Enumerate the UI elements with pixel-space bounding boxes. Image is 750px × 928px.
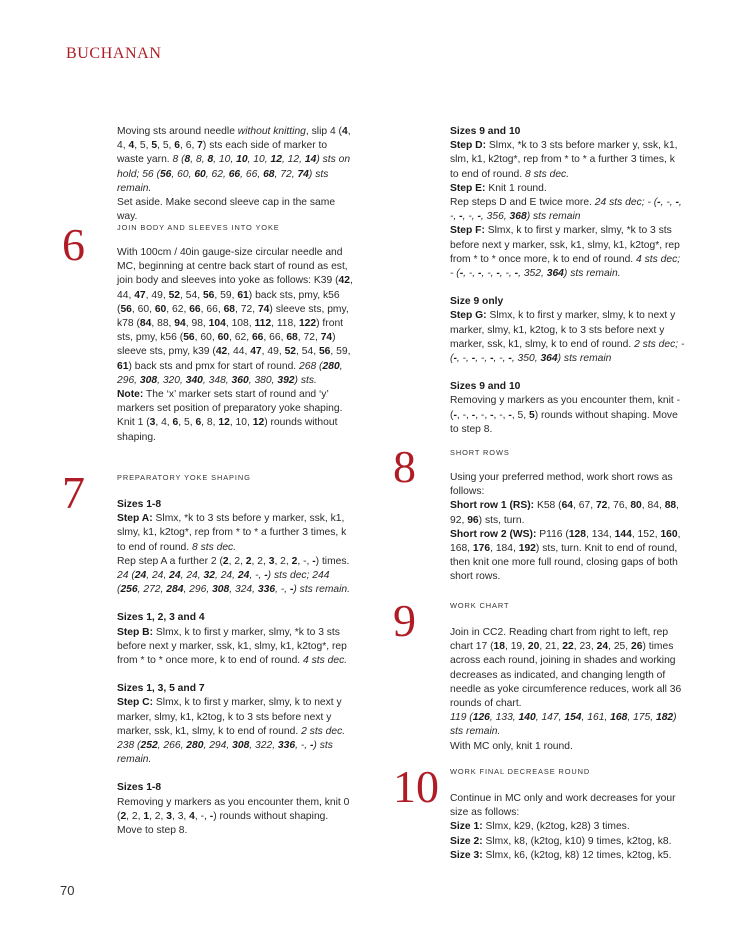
paragraph: Sizes 9 and 10	[450, 381, 521, 393]
page-number: 70	[60, 883, 75, 898]
step-8-section	[450, 447, 686, 585]
step-number-10: 10	[393, 761, 439, 812]
paragraph: Step B: Slmx, k to first y marker, slmy, *k to 3 sts before next y marker, ssk, k1, slmy, k1, k2tog*, rep from * to * once more, k to end of round. 4 sts dec.	[117, 626, 348, 667]
section-heading: JOIN BODY AND SLEEVES INTO YOKE	[117, 223, 280, 232]
right-column-top	[450, 125, 686, 437]
section-heading: WORK FINAL DECREASE ROUND	[450, 767, 591, 776]
paragraph: Size 2: Slmx, k8, (k2tog, k10) 9 times, k2tog, k8.	[450, 835, 672, 847]
paragraph: Knit 1 (3, 4, 6, 5, 6, 8, 12, 10, 12) rounds without shaping.	[117, 417, 338, 443]
section-heading: SHORT ROWS	[450, 448, 510, 457]
paragraph: Step C: Slmx, k to first y marker, slmy, k to next y marker, slmy, k1, k2tog, k to 3 sts before next y marker, ssk, k1, slmy, k to end of round. 2 sts dec. 238 (252, 266, 280, 294, 308, 322, 336, -, -) sts remain.	[117, 697, 346, 766]
size-block	[117, 498, 353, 597]
paragraph: Step G: Slmx, k to first y marker, slmy, k to next y marker, slmy, k1, k2tog, k to 3 sts before next y marker, ssk, k1, slmy, k to end of round. 2 sts dec; - (-, -, -, -, -, -, -, 350, 364) sts remain	[450, 310, 685, 365]
left-column	[117, 125, 353, 224]
paragraph: Size 9 only	[450, 296, 504, 308]
paragraph: Short row 2 (WS): P116 (128, 134, 144, 152, 160, 168, 176, 184, 192) sts, turn. Knit to end of round, then knit one more full round, closing gaps of both short rows.	[450, 528, 681, 583]
paragraph: Sizes 1-8	[117, 499, 162, 510]
size-block	[450, 125, 686, 281]
step-number-6: 6	[62, 219, 85, 270]
paragraph: Size 3: Slmx, k6, (k2tog, k8) 12 times, k2tog, k5.	[450, 849, 672, 861]
paragraph: Step A: Slmx, *k to 3 sts before y marker, ssk, k1, slmy, k1, k2tog*, rep from * to * a further 3 times, k to end of round. 8 sts dec.	[117, 513, 347, 553]
size-block	[117, 682, 353, 767]
paragraph: Continue in MC only and work decreases for your size as follows:	[450, 793, 676, 819]
paragraph: With 100cm / 40in gauge-size circular needle and MC, beginning at centre back start of round as est, join body and sleeves into yoke as follows: K39 (42, 44, 47, 49, 52, 54, 56, 59, 61) back sts, pmy, k56 (56, 60, 60, 62, 66, 66, 68, 72, 74) sleeve sts, pmy, k78 (84, 88, 94, 98, 104, 108, 112, 118, 122) front sts, pmy, k56 (56, 60, 60, 62, 66, 66, 68, 72, 74) sleeve sts, pmy, k39 (42, 44, 47, 49, 52, 54, 56, 59, 61) back sts and pmx for start of round. 268 (280, 296, 308, 320, 340, 348, 360, 380, 392) sts.	[117, 247, 353, 386]
intro-block	[117, 125, 353, 224]
paragraph: Size 1: Slmx, k29, (k2tog, k28) 3 times.	[450, 821, 630, 833]
paragraph: Sizes 1, 2, 3 and 4	[117, 612, 205, 624]
paragraph: Join in CC2. Reading chart from right to left, rep chart 17 (18, 19, 20, 21, 22, 23, 24, 25, 26) times across each round, joining in shades and working decreases as indicated, and changing length of needle as yoke circumference reduces, work all 36 rounds of chart.	[450, 627, 682, 710]
section-heading: WORK CHART	[450, 601, 510, 610]
paragraph: Note: The ‘x’ marker sets start of round and ‘y’ markers set position of preparatory yoke shaping.	[117, 389, 343, 415]
size-block	[450, 295, 686, 366]
paragraph: Rep steps D and E twice more. 24 sts dec; - (-, -, -, -, -, -, -, 356, 368) sts remain	[450, 197, 682, 223]
paragraph: Sizes 9 and 10	[450, 126, 521, 137]
section-heading: PREPARATORY YOKE SHAPING	[117, 473, 251, 482]
paragraph: Removing y markers as you encounter them, knit - (-, -, -, -, -, -, -, 5, 5) rounds without shaping. Move to step 8.	[450, 395, 681, 435]
paragraph: Step E: Knit 1 round.	[450, 182, 547, 194]
size-block	[117, 611, 353, 668]
step-number-7: 7	[62, 467, 85, 518]
paragraph: Rep step A a further 2 (2, 2, 2, 2, 3, 2, 2, -, -) times. 24 (24, 24, 24, 24, 32, 24, 24, -, -) sts dec; 244 (256, 272, 284, 296, 308, 324, 336, -, -) sts remain.	[117, 555, 351, 596]
paragraph: Using your preferred method, work short rows as follows:	[450, 472, 673, 498]
paragraph: Sizes 1-8	[117, 782, 162, 794]
step-9-section	[450, 600, 686, 754]
paragraph: Step D: Slmx, *k to 3 sts before marker y, ssk, k1, slm, k1, k2tog*, rep from * to * a further 3 times, k to end of round. 8 sts dec.	[450, 140, 678, 180]
paragraph: Set aside. Make second sleeve cap in the same way.	[117, 197, 336, 223]
pattern-title: BUCHANAN	[66, 45, 162, 62]
paragraph: Moving sts around needle without knitting, slip 4 (4, 4, 4, 5, 5, 5, 6, 6, 7) sts each side of marker to waste yarn. 8 (8, 8, 8, 10, 10, 10, 12, 12, 14) sts on hold; 56 (56, 60, 60, 62, 66, 66, 68, 72, 74) sts remain.	[117, 126, 351, 194]
step-7-section	[117, 472, 353, 838]
paragraph: Sizes 1, 3, 5 and 7	[117, 683, 205, 695]
paragraph: Removing y markers as you encounter them, knit 0 (2, 2, 1, 2, 3, 3, 4, -, -) rounds without shaping. Move to step 8.	[117, 796, 350, 837]
step-number-8: 8	[393, 441, 416, 492]
step-number-9: 9	[393, 595, 416, 646]
step-10-section	[450, 766, 686, 863]
paragraph: With MC only, knit 1 round.	[450, 740, 573, 752]
size-block	[450, 380, 686, 437]
paragraph: Short row 1 (RS): K58 (64, 67, 72, 76, 80, 84, 88, 92, 96) sts, turn.	[450, 500, 680, 526]
paragraph: Step F: Slmx, k to first y marker, slmy, *k to 3 sts before next y marker, ssk, k1, slmy, k1, k2tog*, rep from * to * once more, k to end of round. 4 sts dec; - (-, -, -, -, -, -, -, 352, 364) sts remain.	[450, 225, 681, 280]
size-block	[117, 781, 353, 838]
paragraph: 119 (126, 133, 140, 147, 154, 161, 168, 175, 182) sts remain.	[450, 712, 677, 738]
step-6-section	[117, 222, 353, 445]
